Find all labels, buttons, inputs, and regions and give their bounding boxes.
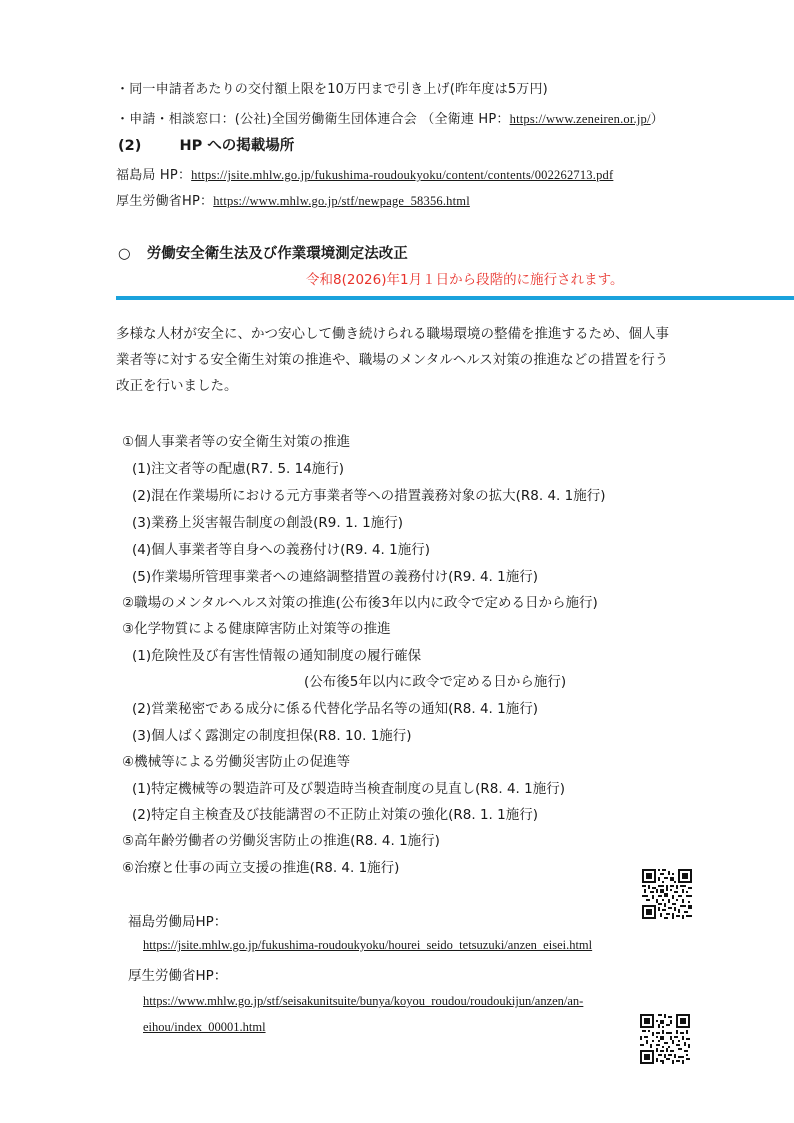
item-4: ④機械等による労働災害防止の促進等 <box>122 754 351 770</box>
body-line-2: 業者等に対する安全衛生対策の推進や、職場のメンタルヘルス対策の推進などの措置を行う <box>116 352 669 368</box>
law-section-title: 労働安全衛生法及び作業環境測定法改正 <box>146 246 408 262</box>
law-section-subtitle: 令和8(2026)年1月１日から段階的に施行されます。 <box>306 272 624 288</box>
item-5: ⑤高年齢労働者の労働災害防止の推進(R8. 4. 1施行) <box>122 833 440 849</box>
item-3-1: (1)危険性及び有害性情報の通知制度の履行確保 <box>132 648 422 664</box>
item-4-2: (2)特定自主検査及び技能講習の不正防止対策の強化(R8. 1. 1施行) <box>132 807 538 823</box>
qr-code-icon <box>642 869 692 919</box>
item-3-1-note: (公布後5年以内に政令で定める日から施行) <box>304 674 567 690</box>
item-3-2: (2)営業秘密である成分に係る代替化学品名等の通知(R8. 4. 1施行) <box>132 701 538 717</box>
section-divider-bar <box>116 296 794 300</box>
item-6: ⑥治療と仕事の両立支援の推進(R8. 4. 1施行) <box>122 860 400 876</box>
body-line-1: 多様な人材が安全に、かつ安心して働き続けられる職場環境の整備を推進するため、個人事 <box>116 326 669 342</box>
item-1-3: (3)業務上災害報告制度の創設(R9. 1. 1施行) <box>132 515 403 531</box>
law-section-heading <box>118 242 408 263</box>
intro-line-2-prefix: ・申請・相談窓口：(公社)全国労働衛生団体連合会 （全衛連 HP： <box>116 112 510 127</box>
hp-fukushima-label: 福島局 HP： <box>116 168 192 183</box>
item-1-1: (1)注文者等の配慮(R7. 5. 14施行) <box>132 461 345 477</box>
item-1: ①個人事業者等の安全衛生対策の推進 <box>122 434 351 450</box>
mhlw-hp-link-line-1[interactable]: https://www.mhlw.go.jp/stf/seisakunitsuite/bunya/koyou_roudou/roudoukijun/anzen/an- <box>143 994 584 1008</box>
mhlw-hp-label: 厚生労働省HP： <box>128 968 228 984</box>
item-1-2: (2)混在作業場所における元方事業者等への措置義務対象の拡大(R8. 4. 1施行) <box>132 488 606 504</box>
fukushima-hp-label: 福島労働局HP： <box>128 914 228 930</box>
hp-fukushima-link[interactable]: https://jsite.mhlw.go.jp/fukushima-roudoukyoku/content/contents/002262713.pdf <box>191 168 614 182</box>
mhlw-hp-link-line-2[interactable]: eihou/index_00001.html <box>143 1020 266 1034</box>
item-4-1: (1)特定機械等の製造許可及び製造時当検査制度の見直し(R8. 4. 1施行) <box>132 781 565 797</box>
circle-marker-icon: ○ <box>118 246 131 262</box>
intro-line-1: ・同一申請者あたりの交付額上限を10万円まで引き上げ(昨年度は5万円) <box>116 82 548 97</box>
intro-line-2-suffix: ） <box>650 112 664 127</box>
hp-fukushima-line <box>116 164 613 183</box>
item-1-5: (5)作業場所管理事業者への連絡調整措置の義務付け(R9. 4. 1施行) <box>132 569 538 585</box>
hp-section-number: (2) <box>118 138 142 154</box>
hp-mhlw-line <box>116 190 470 209</box>
fukushima-hp-link[interactable]: https://jsite.mhlw.go.jp/fukushima-roudoukyoku/hourei_seido_tetsuzuki/anzen_eisei.html <box>143 938 593 952</box>
body-line-3: 改正を行いました。 <box>116 378 238 394</box>
hp-section-title: HP への掲載場所 <box>179 138 295 154</box>
item-3-3: (3)個人ばく露測定の制度担保(R8. 10. 1施行) <box>132 728 412 744</box>
intro-line-2 <box>116 108 664 127</box>
qr-code-icon <box>640 1014 690 1064</box>
item-3: ③化学物質による健康障害防止対策等の推進 <box>122 621 391 637</box>
hp-section-heading <box>118 134 294 155</box>
hp-mhlw-link[interactable]: https://www.mhlw.go.jp/stf/newpage_58356.html <box>213 194 470 208</box>
hp-mhlw-label: 厚生労働省HP： <box>116 194 214 209</box>
zeneiren-link[interactable]: https://www.zeneiren.or.jp/ <box>509 112 651 126</box>
item-1-4: (4)個人事業者等自身への義務付け(R9. 4. 1施行) <box>132 542 430 558</box>
item-2: ②職場のメンタルヘルス対策の推進(公布後3年以内に政令で定める日から施行) <box>122 595 598 611</box>
